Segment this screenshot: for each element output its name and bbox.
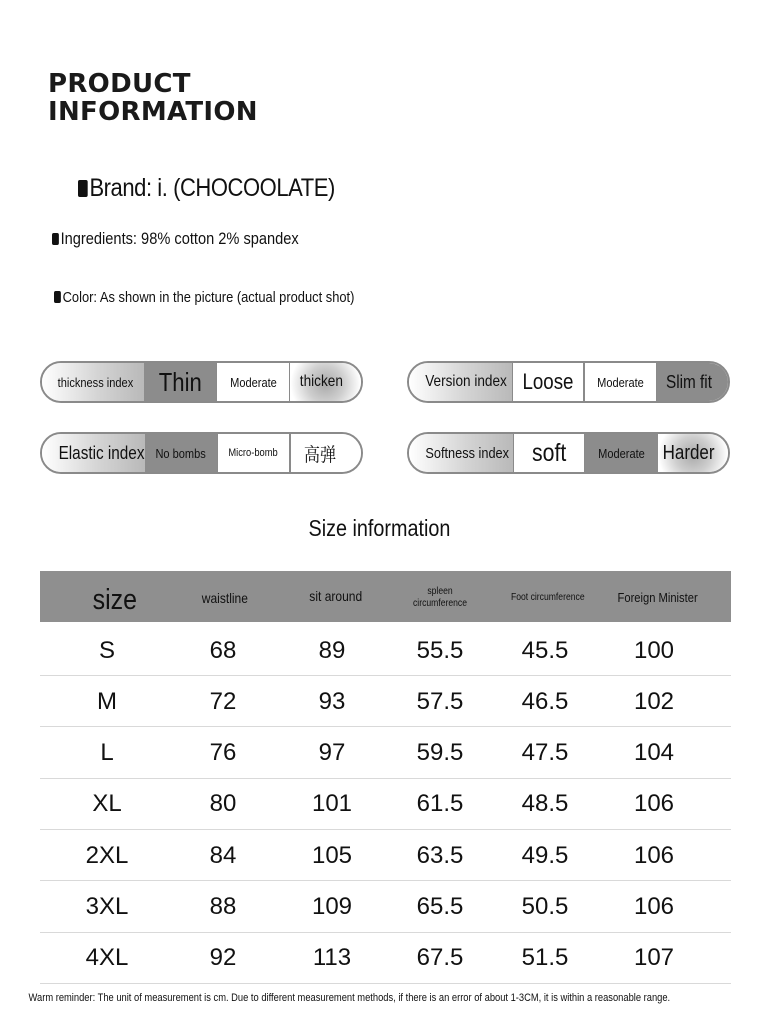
cell-foot-circumference: 47.5 <box>521 739 569 767</box>
cell-waistline: 68 <box>209 636 237 664</box>
cell-waistline: 76 <box>209 739 237 767</box>
cell-waistline: 80 <box>209 790 237 818</box>
softness-option-soft: soft <box>513 434 585 472</box>
thickness-option-thin: Thin <box>144 363 216 401</box>
cell-foreign-minister: 106 <box>633 790 675 818</box>
cell-foreign-minister: 102 <box>633 687 675 715</box>
table-row <box>40 625 731 676</box>
cell-spleen-circumference: 55.5 <box>416 636 464 664</box>
table-row <box>40 882 731 933</box>
softness-index-pill <box>407 432 730 474</box>
cell-waistline: 92 <box>209 944 237 972</box>
color-info <box>54 289 354 306</box>
bullet-icon <box>52 233 59 245</box>
cell-size: S <box>98 636 115 664</box>
version-index-label: Version index <box>409 363 512 401</box>
table-row <box>40 676 731 727</box>
cell-waistline: 84 <box>209 841 237 869</box>
header-waistline: waistline <box>201 589 249 606</box>
cell-foreign-minister: 100 <box>633 636 675 664</box>
cell-waistline: 72 <box>209 687 237 715</box>
cell-sit-around: 97 <box>318 739 346 767</box>
elastic-index-pill <box>40 432 363 474</box>
cell-spleen-circumference: 63.5 <box>416 841 464 869</box>
header-foreign-minister: Foreign Minister <box>617 589 698 605</box>
page-title <box>48 70 258 126</box>
cell-size: 4XL <box>85 944 129 972</box>
elastic-index-label: Elastic index <box>42 434 145 472</box>
cell-size: 3XL <box>85 893 129 920</box>
cell-foreign-minister: 104 <box>633 739 675 767</box>
size-information-title: Size information <box>308 515 450 541</box>
version-index-pill <box>407 361 730 403</box>
version-option-moderate: Moderate <box>584 363 657 401</box>
cell-size: L <box>100 739 114 767</box>
cell-spleen-circumference: 57.5 <box>416 687 464 715</box>
elastic-option-no-bombs: No bombs <box>145 434 217 472</box>
title-line-1: PRODUCT <box>48 69 191 99</box>
version-option-slim-fit: Slim fit <box>657 363 728 401</box>
table-row <box>40 933 731 984</box>
cell-foreign-minister: 106 <box>633 893 675 920</box>
brand-info <box>78 174 335 203</box>
bullet-icon <box>78 180 88 197</box>
cell-sit-around: 109 <box>311 893 353 920</box>
cell-sit-around: 113 <box>312 944 352 972</box>
title-line-2: INFORMATION <box>48 97 258 127</box>
cell-spleen-circumference: 61.5 <box>416 790 464 818</box>
cell-foot-circumference: 50.5 <box>521 893 569 920</box>
elastic-option-micro-bomb: Micro-bomb <box>217 434 290 472</box>
cell-size: XL <box>92 790 122 818</box>
ingredients-text: Ingredients: 98% cotton 2% spandex <box>60 229 299 248</box>
version-option-loose: Loose <box>512 363 584 401</box>
thickness-index-label: thickness index <box>42 363 144 401</box>
softness-option-harder: Harder <box>658 434 728 472</box>
thickness-option-moderate: Moderate <box>216 363 290 401</box>
cell-spleen-circumference: 67.5 <box>416 944 464 972</box>
ingredients-info <box>52 229 299 249</box>
cell-foot-circumference: 49.5 <box>521 841 569 869</box>
thickness-index-pill <box>40 361 363 403</box>
elastic-option-high-elastic: 高弹 <box>290 434 361 472</box>
cell-sit-around: 93 <box>318 687 346 715</box>
cell-foreign-minister: 107 <box>633 944 675 972</box>
bullet-icon <box>54 291 61 303</box>
table-row <box>40 728 731 779</box>
cell-foot-circumference: 48.5 <box>521 790 569 818</box>
cell-sit-around: 101 <box>311 790 353 818</box>
cell-foot-circumference: 51.5 <box>521 944 569 972</box>
cell-sit-around: 89 <box>318 636 346 664</box>
cell-foot-circumference: 45.5 <box>521 636 569 664</box>
cell-spleen-circumference: 59.5 <box>416 739 464 767</box>
cell-foreign-minister: 106 <box>633 841 675 869</box>
warm-reminder: Warm reminder: The unit of measurement is cm. Due to different measurement methods, if there is an error of about 1-3CM, it is within a reasonable range. <box>28 992 671 1004</box>
header-spleen-circumference: spleen circumference <box>412 585 468 609</box>
cell-size: M <box>97 687 117 715</box>
softness-option-moderate: Moderate <box>585 434 658 472</box>
header-foot-circumference: Foot circumference <box>511 591 585 603</box>
table-row <box>40 830 731 881</box>
softness-index-label: Softness index <box>409 434 513 472</box>
size-table-header <box>40 571 731 622</box>
brand-text: Brand: i. (CHOCOOLATE) <box>89 174 335 202</box>
cell-foot-circumference: 46.5 <box>521 687 569 715</box>
header-sit-around: sit around <box>309 587 363 604</box>
cell-sit-around: 105 <box>311 841 353 869</box>
cell-spleen-circumference: 65.5 <box>416 893 464 920</box>
header-size: size <box>92 584 138 617</box>
table-row <box>40 779 731 830</box>
color-text: Color: As shown in the picture (actual product shot) <box>62 289 355 306</box>
cell-size: 2XL <box>85 841 129 869</box>
thickness-option-thicken: thicken <box>290 363 361 401</box>
cell-waistline: 88 <box>209 893 237 920</box>
